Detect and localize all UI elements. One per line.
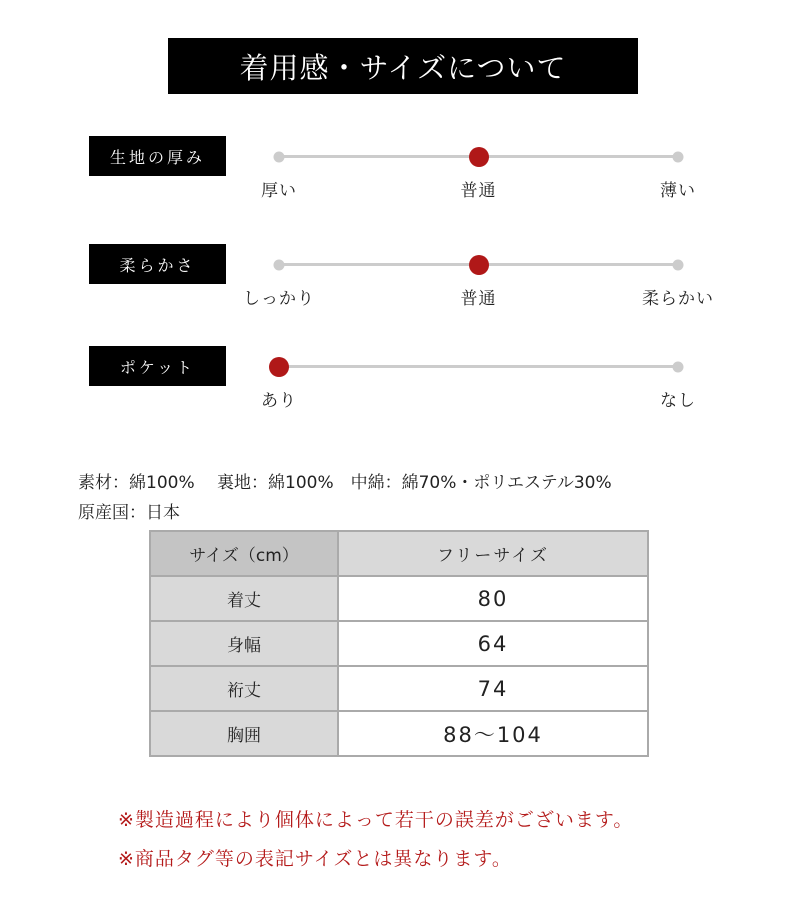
row-value: 88〜104: [338, 711, 648, 756]
materials-text: 素材：綿100% 裏地：綿100% 中綿：綿70%・ポリエステル30%: [78, 473, 612, 493]
row-label: 身幅: [150, 621, 338, 666]
rating-option: 薄い: [660, 181, 696, 201]
rating-marker-selected: [469, 255, 489, 275]
table-row: [150, 711, 648, 756]
rating-marker-selected: [269, 357, 289, 377]
row-value: 74: [338, 666, 648, 711]
note-tag-size: ※商品タグ等の表記サイズとは異なります。: [118, 848, 512, 870]
rating-option: 柔らかい: [642, 289, 714, 309]
table-row: [150, 576, 648, 621]
row-label: 着丈: [150, 576, 338, 621]
header-cell: フリーサイズ: [338, 531, 648, 576]
rating-marker: [274, 259, 285, 270]
rating-track: [279, 365, 678, 368]
rating-option: 厚い: [261, 181, 297, 201]
note-tolerance: ※製造過程により個体によって若干の誤差がございます。: [118, 809, 634, 831]
rating-marker: [274, 151, 285, 162]
rating-marker-selected: [469, 147, 489, 167]
origin-text: 原産国：日本: [78, 503, 180, 523]
rating-marker: [673, 361, 684, 372]
row-label: 胸囲: [150, 711, 338, 756]
table-row: [150, 666, 648, 711]
table-header-row: [150, 531, 648, 576]
rating-label: ポケット: [89, 346, 226, 386]
section-title: 着用感・サイズについて: [170, 40, 636, 92]
rating-label: 柔らかさ: [89, 244, 226, 284]
rating-label: 生地の厚み: [89, 136, 226, 176]
rating-option: しっかり: [243, 289, 315, 309]
row-value: 64: [338, 621, 648, 666]
size-table: [149, 530, 649, 757]
row-value: 80: [338, 576, 648, 621]
header-cell: サイズ（cm）: [150, 531, 338, 576]
rating-option: 普通: [460, 289, 497, 309]
rating-option: 普通: [460, 181, 497, 201]
rating-marker: [673, 151, 684, 162]
row-label: 裄丈: [150, 666, 338, 711]
rating-option: なし: [660, 391, 696, 411]
table-row: [150, 621, 648, 666]
rating-option: あり: [261, 391, 297, 411]
rating-marker: [673, 259, 684, 270]
